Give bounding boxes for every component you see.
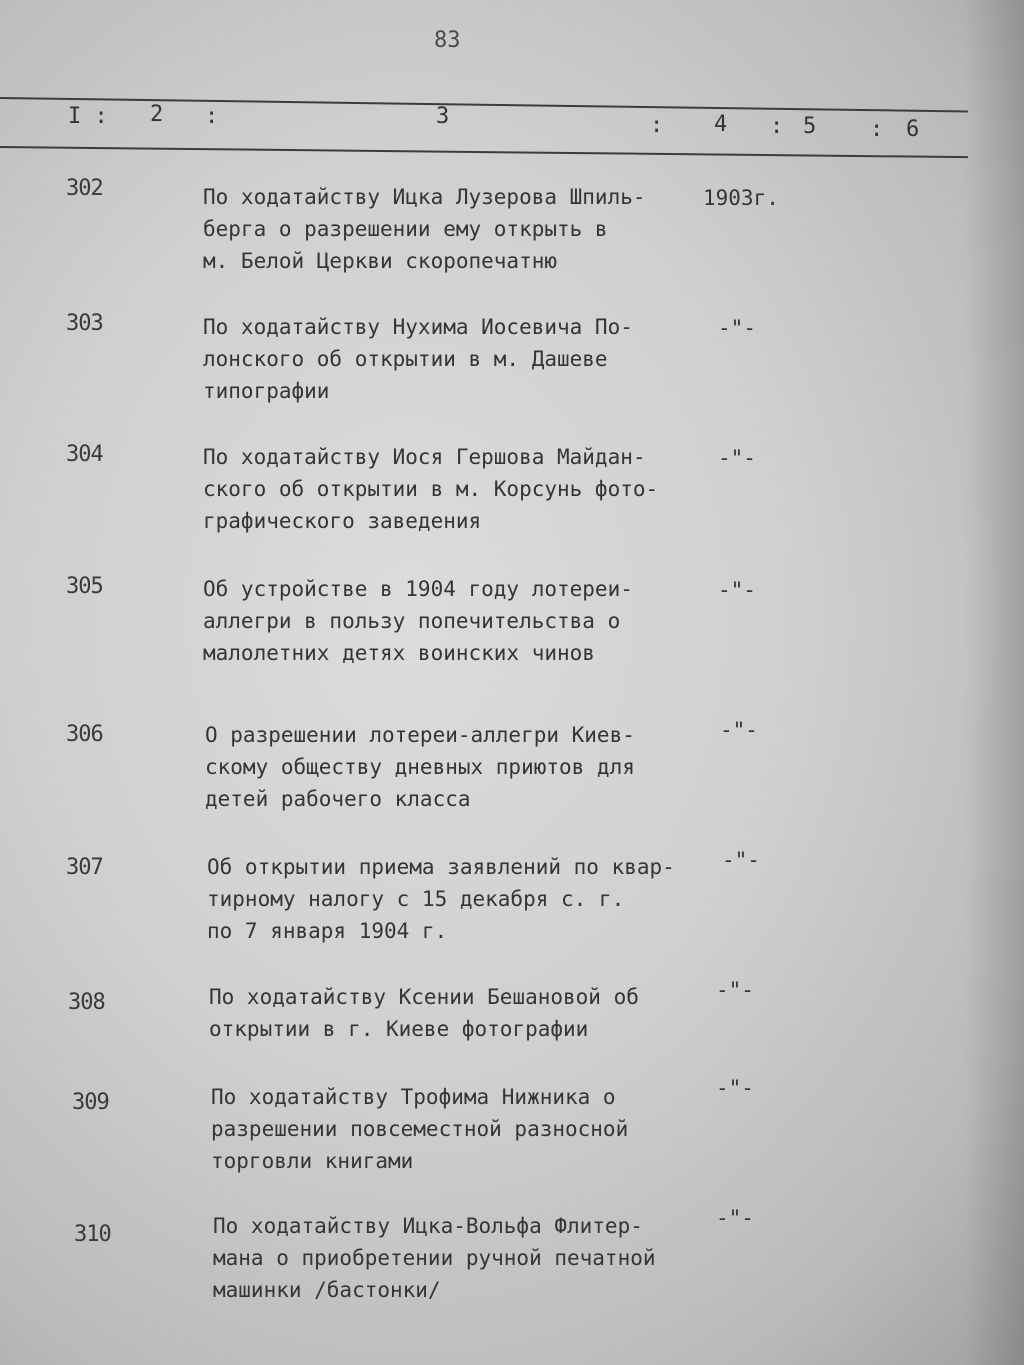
header-col-1: I : (68, 104, 108, 129)
entry-line: разрешении повсеместной разносной (211, 1117, 629, 1141)
entry-number: 310 (74, 1222, 111, 1247)
entry-line: графического заведения (203, 509, 482, 533)
entry-date: -"- (720, 718, 758, 742)
entry-number: 304 (66, 442, 103, 467)
entry-line: м. Белой Церкви скоропечатню (203, 249, 558, 273)
entry-number: 309 (72, 1090, 109, 1115)
entry-date: -"- (722, 848, 760, 872)
header-sep-5: : (870, 117, 884, 142)
entry-line: По ходатайству Ксении Бешановой об (209, 985, 639, 1009)
entry-line: скому обществу дневных приютов для (205, 755, 635, 779)
entry-line: ского об открытии в м. Корсунь фото- (203, 477, 659, 501)
entry-number: 306 (66, 722, 103, 747)
entry-line: По ходатайству Иося Гершова Майдан- (203, 445, 646, 469)
entry-line: аллегри в пользу попечительства о (203, 609, 621, 633)
entry-line: лонского об открытии в м. Дашеве (203, 347, 608, 371)
page-number: 83 (434, 28, 461, 53)
entry-number: 303 (66, 311, 103, 336)
entry-line: По ходатайству Нухима Иосевича По- (203, 315, 633, 339)
entry-line: машинки /бастонки/ (213, 1278, 441, 1302)
header-col-4: 4 (714, 112, 728, 137)
entry-line: По ходатайству Ицка Лузерова Шпиль- (203, 185, 646, 209)
header-rule-top (0, 97, 968, 113)
entry-line: берга о разрешении ему открыть в (203, 217, 608, 241)
entry-date: -"- (716, 1076, 754, 1100)
entry-date: -"- (718, 316, 756, 340)
entry-number: 307 (66, 855, 103, 880)
entry-date: -"- (716, 978, 754, 1002)
entry-line: малолетних детях воинских чинов (203, 641, 595, 665)
entry-line: По ходатайству Ицка-Вольфа Флитер- (213, 1214, 643, 1238)
entry-line: тирному налогу с 15 декабря с. г. (207, 887, 625, 911)
entry-date: 1903г. (703, 186, 779, 210)
header-col-2: 2 (150, 102, 164, 127)
header-col-3: 3 (436, 104, 450, 129)
header-sep-2: : (205, 104, 219, 129)
entry-line: детей рабочего класса (205, 787, 471, 811)
entry-line: Об открытии приема заявлений по квар- (207, 855, 675, 879)
entry-number: 308 (68, 990, 105, 1015)
entry-number: 305 (66, 574, 103, 599)
entry-line: торговли книгами (211, 1149, 414, 1173)
entry-line: по 7 января 1904 г. (207, 919, 448, 943)
header-sep-4: : (770, 114, 784, 139)
entry-line: открытии в г. Киеве фотографии (209, 1017, 589, 1041)
entry-line: мана о приобретении ручной печатной (213, 1246, 656, 1270)
entry-line: О разрешении лотереи-аллегри Киев- (205, 723, 635, 747)
entry-line: типографии (203, 379, 330, 403)
header-rule-bottom (0, 146, 968, 158)
header-col-5: 5 (803, 114, 817, 139)
page-edge-shadow (964, 0, 1024, 1365)
entry-line: По ходатайству Трофима Нижника о (211, 1085, 616, 1109)
entry-date: -"- (716, 1206, 754, 1230)
entry-line: Об устройстве в 1904 году лотереи- (203, 577, 633, 601)
entry-date: -"- (718, 578, 756, 602)
header-col-6: 6 (906, 117, 920, 142)
entry-number: 302 (66, 176, 103, 201)
header-sep-3: : (650, 113, 664, 138)
entry-date: -"- (718, 446, 756, 470)
